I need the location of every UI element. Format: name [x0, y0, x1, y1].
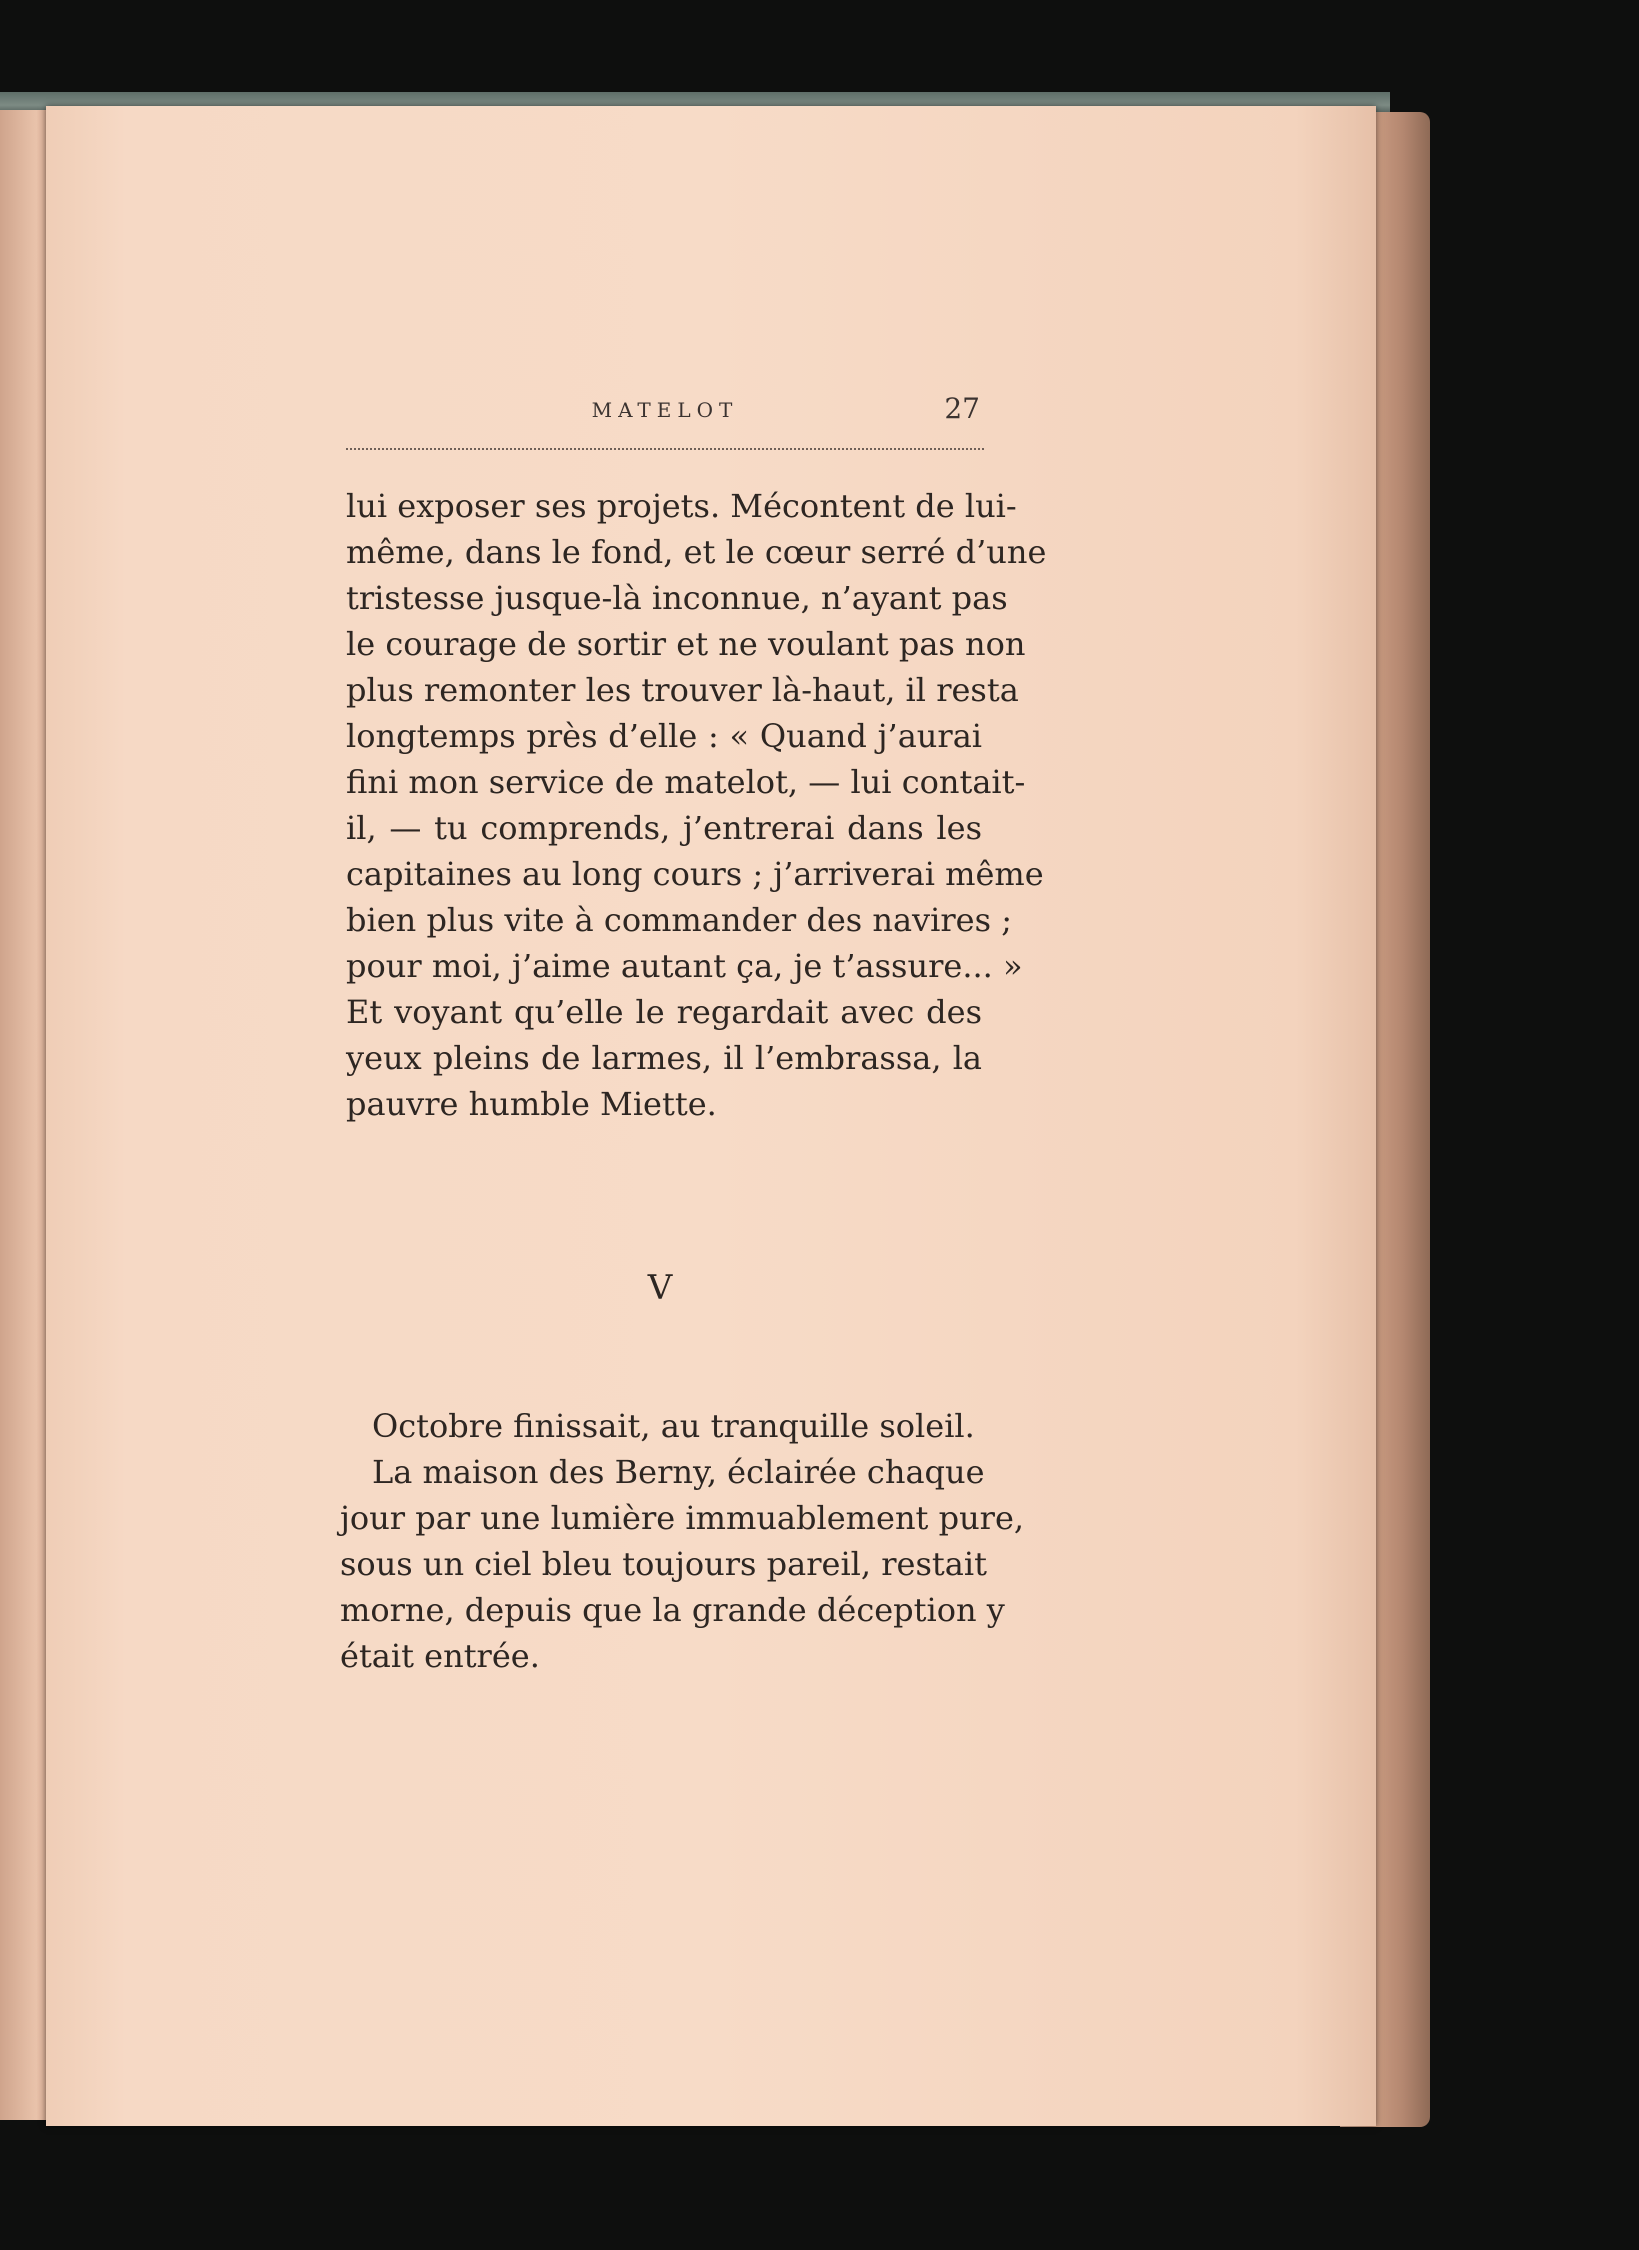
text-line: La maison des Berny, éclairée chaque [372, 1453, 985, 1491]
text-line: était entrée. [340, 1637, 540, 1675]
text-line: lui exposer ses projets. Mécontent de lui- [346, 487, 1017, 525]
text-line: sous un ciel bleu toujours pareil, restait [340, 1545, 987, 1583]
text-line: il, — tu comprends, j’entrerai dans les [346, 809, 982, 847]
text-line: capitaines au long cours ; j’arriverai même [346, 855, 1044, 893]
text-line: yeux pleins de larmes, il l’embrassa, la [346, 1039, 982, 1077]
text-line: le courage de sortir et ne voulant pas non [346, 625, 1026, 663]
text-line: bien plus vite à commander des navires ; [346, 901, 1012, 939]
text-line: jour par une lumière immuablement pure, [340, 1499, 1025, 1537]
text-line: fini mon service de matelot, — lui contait- [346, 763, 1026, 801]
facing-page-edge [0, 110, 52, 2120]
text-line: morne, depuis que la grande déception y [340, 1591, 1005, 1629]
chapter-numeral: V [647, 1268, 673, 1308]
running-header [346, 394, 984, 450]
text-line: tristesse jusque-là inconnue, n’ayant pas [346, 579, 1008, 617]
text-line: plus remonter les trouver là-haut, il resta [346, 671, 1019, 709]
running-title: MATELOT [591, 398, 739, 422]
text-line: pour moi, j’aime autant ça, je t’assure... » [346, 947, 1023, 985]
text-line: Octobre finissait, au tranquille soleil. [372, 1407, 975, 1445]
text-line: longtemps près d’elle : « Quand j’aurai [346, 717, 982, 755]
page-number: 27 [944, 392, 980, 425]
text-line: pauvre humble Miette. [346, 1085, 717, 1123]
text-line: même, dans le fond, et le cœur serré d’une [346, 533, 1047, 571]
text-line: Et voyant qu’elle le regardait avec des [346, 993, 982, 1031]
